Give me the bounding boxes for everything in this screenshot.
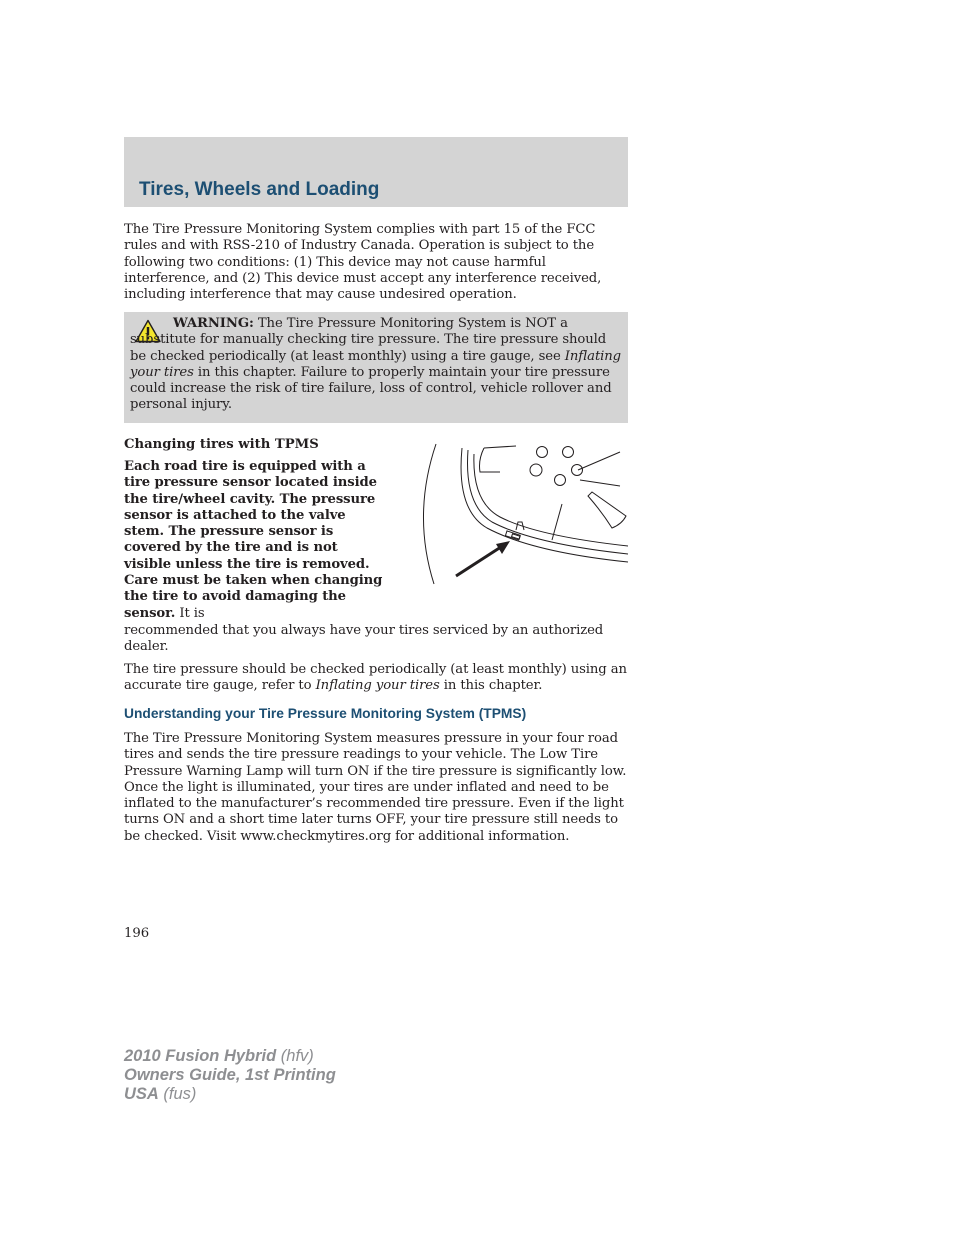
understanding-tpms-heading: Understanding your Tire Pressure Monitoring System (TPMS)	[124, 706, 527, 721]
footer-model-code: (hfv)	[276, 1047, 314, 1065]
check-pressure-link-inflating-tires: Inflating your tires	[315, 678, 440, 694]
footer-market-code: (fus)	[158, 1085, 197, 1103]
section-header-band	[124, 137, 628, 207]
understanding-tpms-paragraph: The Tire Pressure Monitoring System measures pressure in your four road tires and sends the tire pressure readings to your vehicle. The Low Tire Pressure Warning Lamp will turn ON if the tire pressure is significantly low. Once the light is illuminated, your tires are under inflated and need to be inflated to the manufacturer’s recommended tire pressure. Even if the light turns ON and a short time later turns OFF, your tire pressure still needs to be checked. Visit www.checkmytires.org for additional information.	[124, 731, 627, 844]
footer-model-name: 2010 Fusion Hybrid	[124, 1047, 277, 1065]
warning-body-start: The Tire Pressure Monitoring System is NOT a substitute for manually checking tire pressure. The tire pressure should be checked periodically (at least monthly) using a tire gauge, see	[130, 316, 607, 364]
intro-paragraph: The Tire Pressure Monitoring System complies with part 15 of the FCC rules and with RSS-210 of Industry Canada. Operation is subject to the following two conditions: (1) This device may not cause harmful interference, and (2) This device must accept any interference received, including interference that may cause undesired operation.	[124, 222, 602, 303]
warning-text	[130, 316, 622, 414]
page-number: 196	[124, 926, 150, 941]
changing-tires-heading: Changing tires with TPMS	[124, 437, 319, 452]
check-pressure-paragraph	[124, 662, 628, 695]
section-title: Tires, Wheels and Loading	[139, 179, 380, 200]
warning-body-end: in this chapter. Failure to properly maintain your tire pressure could increase the risk of tire failure, loss of control, vehicle rollover and personal injury.	[130, 364, 612, 413]
check-pressure-text-end: in this chapter.	[439, 678, 543, 694]
footer-line-printing	[124, 1066, 336, 1085]
warning-label: WARNING:	[173, 316, 254, 331]
check-pressure-text-start: The tire pressure should be checked periodically (at least monthly) using an accurate tire gauge, refer to	[124, 662, 627, 694]
tpms-sensor-text-start: It is	[175, 605, 205, 621]
tpms-sensor-bold-text: Each road tire is equipped with a tire pressure sensor located inside the tire/wheel cavity. The pressure sensor is attached to the valve stem. The pressure sensor is covered by the tire and is not visible unless the tire is removed. Care must be taken when changing the tire to avoid damaging the sensor.	[124, 459, 383, 621]
footer-line-model	[124, 1047, 336, 1066]
document-footer	[124, 1047, 336, 1104]
tire-sensor-illustration	[412, 440, 630, 590]
tpms-sensor-paragraph-continued: recommended that you always have your tires serviced by an authorized dealer.	[124, 623, 604, 655]
tpms-sensor-paragraph	[124, 459, 389, 622]
warning-box	[124, 312, 628, 423]
footer-printing: Owners Guide, 1st Printing	[124, 1066, 336, 1084]
footer-line-market	[124, 1085, 336, 1104]
warning-link-inflating-tires: Inflating your tires	[130, 348, 621, 380]
footer-market: USA	[124, 1085, 159, 1103]
